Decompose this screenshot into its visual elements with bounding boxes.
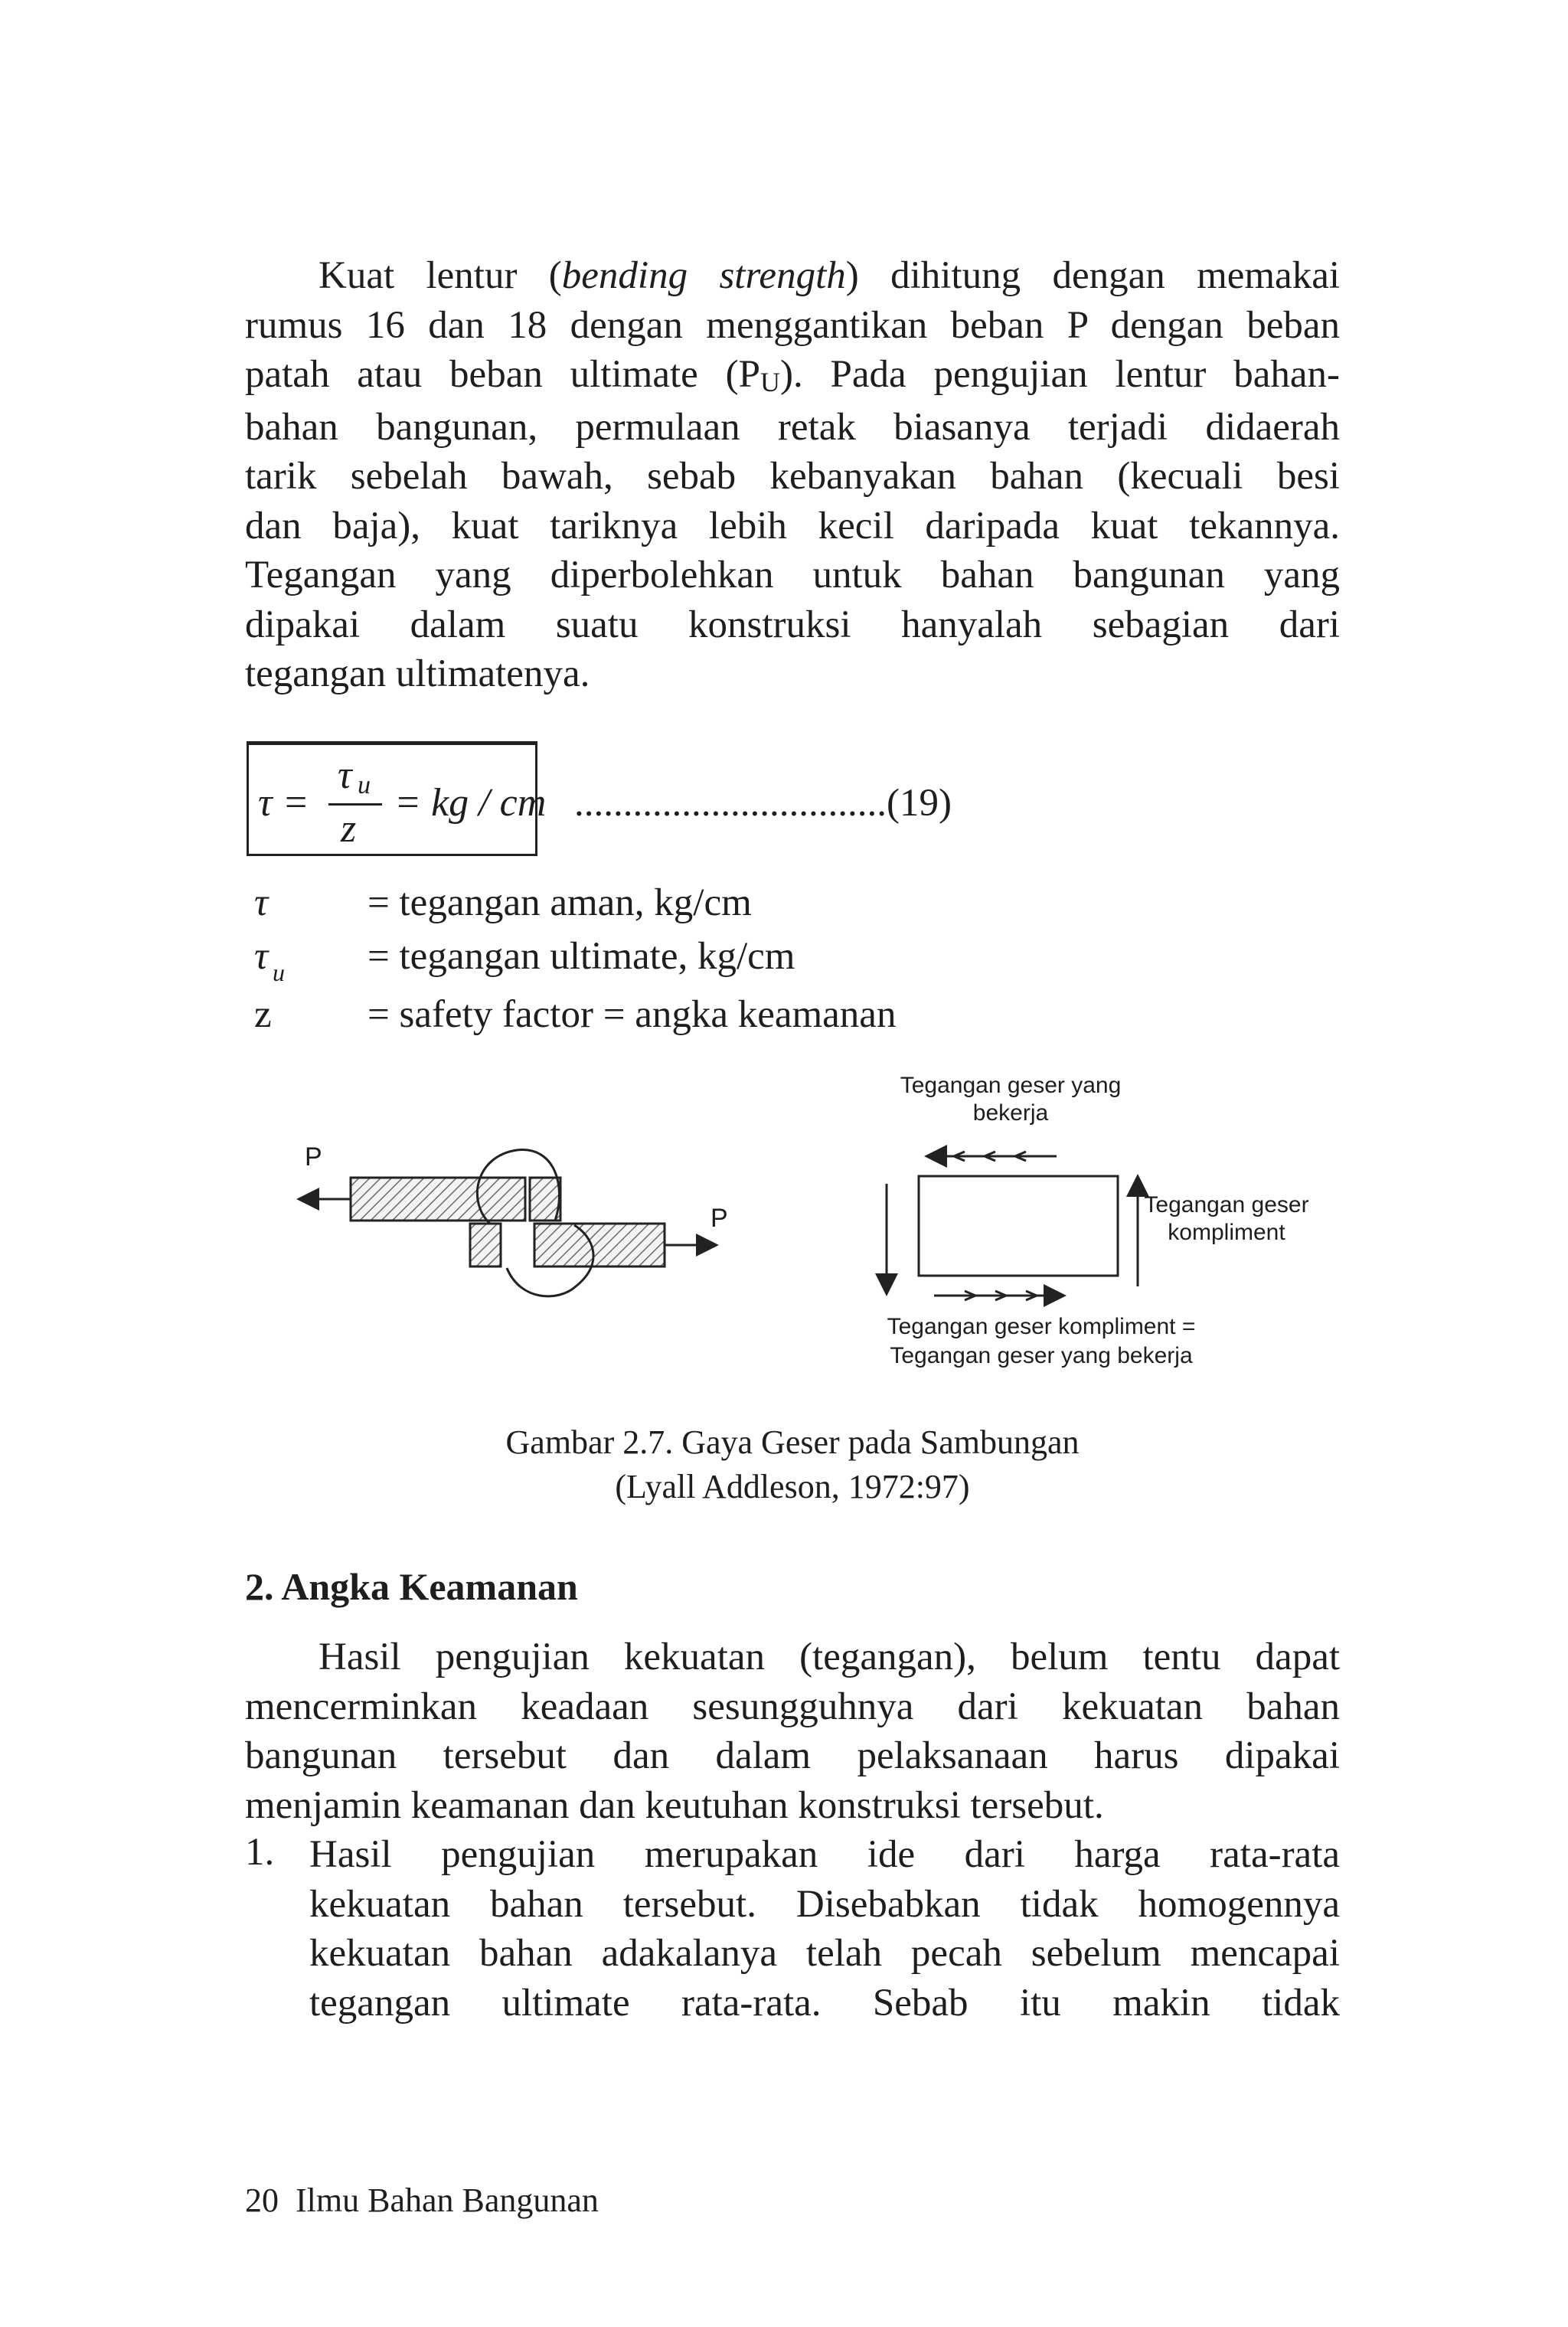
- lower-plate: [534, 1224, 665, 1266]
- formula-numerator: τ: [338, 753, 352, 797]
- definition-symbol-sub: u: [273, 959, 285, 986]
- text-line: kekuatan bahan tersebut. Disebabkan tidak homogennya: [309, 1882, 1340, 1926]
- lower-plate-end: [470, 1224, 501, 1266]
- italic-term: bending strength: [561, 254, 846, 297]
- text-line: menjamin keamanan dan keutuhan konstruksi tersebut.: [245, 1783, 1104, 1827]
- label-line: kompliment: [1168, 1220, 1285, 1245]
- definition-text: = tegangan aman, kg/cm: [368, 881, 752, 924]
- text-line: mencerminkan keadaan sesungguhnya dari kekuatan bahan: [245, 1685, 1340, 1728]
- page-number: 20: [245, 2182, 279, 2219]
- figure-caption-source: (Lyall Addleson, 1972:97): [615, 1468, 970, 1505]
- text-line: tarik sebelah bawah, sebab kebanyakan bahan (kecuali besi: [245, 455, 1340, 498]
- element-square: [919, 1176, 1118, 1276]
- label-compliment-shear: [1142, 1191, 1311, 1247]
- lap-joint-diagram: [299, 1150, 717, 1296]
- definition-symbol: τ: [254, 881, 269, 924]
- label-p-left: P: [305, 1142, 322, 1172]
- text-line: tegangan ultimatenya.: [245, 652, 590, 695]
- definition-symbol: z: [254, 993, 272, 1036]
- text-line: kekuatan bahan adakalanya telah pecah sebelum mencapai: [309, 1932, 1340, 1975]
- formula-lhs: τ =: [258, 781, 309, 825]
- label-line: Tegangan geser kompliment =: [887, 1314, 1196, 1339]
- text-line: Hasil pengujian merupakan ide dari harga rata-rata: [309, 1833, 1340, 1876]
- label-line: Tegangan geser: [1144, 1192, 1309, 1217]
- label-line: Tegangan geser yang bekerja: [890, 1343, 1193, 1368]
- definition-text: = tegangan ultimate, kg/cm: [368, 935, 795, 978]
- formula-denominator: z: [341, 807, 357, 851]
- text-line: Hasil pengujian kekuatan (tegangan), belum tentu dapat: [318, 1636, 1340, 1678]
- definition-text: = safety factor = angka keamanan: [368, 993, 897, 1036]
- figure-shear-joint: [291, 1072, 1309, 1394]
- upper-plate: [351, 1178, 525, 1221]
- label-line: bekerja: [972, 1100, 1049, 1126]
- text-line: bangunan tersebut dan dalam pelaksanaan harus dipakai: [245, 1734, 1340, 1777]
- text-line: Tegangan yang diperbolehkan untuk bahan bangunan yang: [245, 554, 1340, 596]
- definition-symbol: τ: [254, 935, 269, 978]
- label-equality: [842, 1312, 1240, 1371]
- section-title: 2. Angka Keamanan: [245, 1565, 578, 1608]
- list-item: [309, 1830, 1340, 2028]
- text-line: dan baja), kuat tariknya lebih kecil daripada kuat tekannya.: [245, 504, 1340, 547]
- formula-rhs: = kg / cm: [394, 781, 547, 825]
- stress-diagram: [887, 1152, 1138, 1300]
- formula-box: [247, 741, 547, 856]
- text-line: bahan bangunan, permulaan retak biasanya terjadi didaerah: [245, 405, 1340, 449]
- list-number: 1.: [245, 1831, 275, 1874]
- paragraph-bending-strength: [245, 251, 1340, 699]
- figure-caption-title: Gambar 2.7. Gaya Geser pada Sambungan: [505, 1423, 1080, 1461]
- label-p-right: P: [710, 1204, 728, 1233]
- formula-numerator-sub: u: [358, 771, 371, 799]
- text-line: rumus 16 dan 18 dengan menggantikan beban P dengan beban: [245, 303, 1340, 347]
- fraction-bar: [328, 803, 382, 806]
- book-title: Ilmu Bahan Bangunan: [296, 2182, 599, 2219]
- text-line: dipakai dalam suatu konstruksi hanyalah sebagian dari: [245, 603, 1340, 646]
- text-line: patah atau beban ultimate (PU). Pada pengujian lentur bahan-: [245, 353, 1340, 397]
- label-acting-shear: [842, 1072, 1179, 1127]
- page-footer: [245, 2181, 616, 2220]
- text-line: Kuat lentur (bending strength) dihitung dengan memakai: [318, 254, 1341, 297]
- paragraph-safety: [245, 1632, 1340, 1830]
- equation-number: ................................(19): [574, 782, 952, 825]
- label-line: Tegangan geser yang: [900, 1073, 1122, 1098]
- subscript: U: [760, 367, 780, 397]
- text-line: tegangan ultimate rata-rata. Sebab itu makin tidak: [309, 1981, 1340, 2025]
